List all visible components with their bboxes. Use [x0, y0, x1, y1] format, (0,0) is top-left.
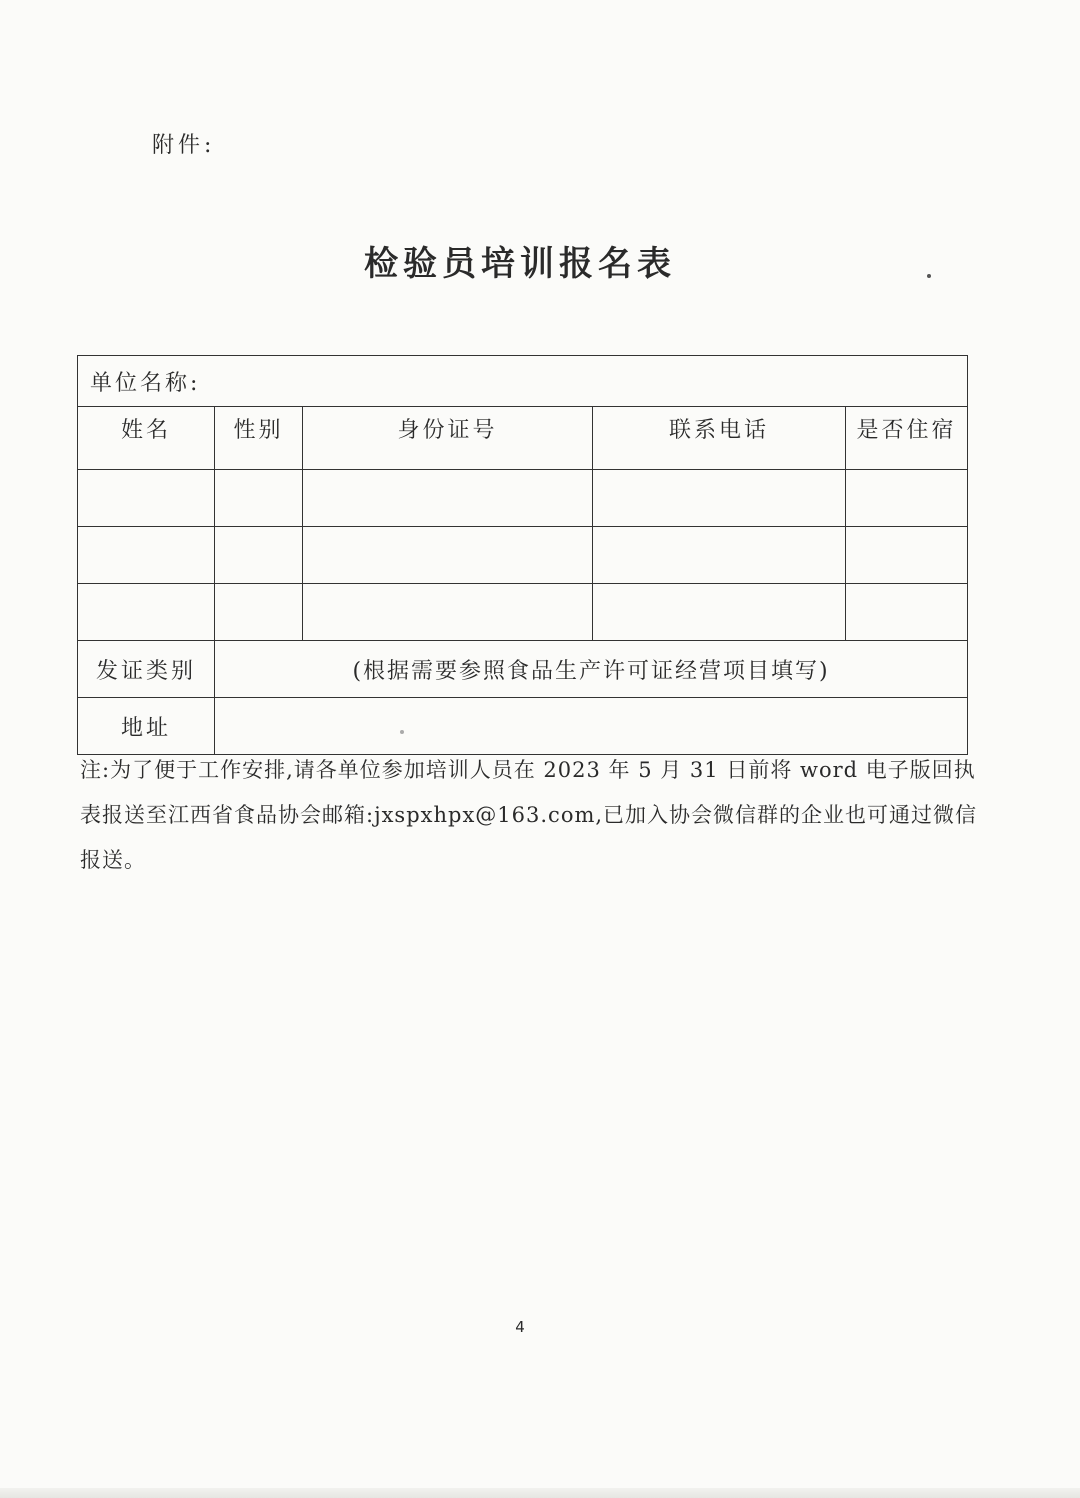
- gender-cell[interactable]: [215, 584, 303, 641]
- accommodation-cell[interactable]: [846, 470, 968, 527]
- name-cell[interactable]: [78, 470, 215, 527]
- gender-cell[interactable]: [215, 527, 303, 584]
- id-number-cell[interactable]: [303, 527, 593, 584]
- table-row: [78, 584, 968, 641]
- phone-cell[interactable]: [593, 470, 846, 527]
- attachment-label: 附件:: [152, 133, 216, 158]
- header-gender: 性别: [215, 407, 303, 470]
- header-phone: 联系电话: [593, 407, 846, 470]
- scan-edge: [0, 1488, 1080, 1498]
- unit-name-row: [78, 356, 968, 407]
- header-id-number: 身份证号: [303, 407, 593, 470]
- address-row: [78, 698, 968, 755]
- name-cell[interactable]: [78, 527, 215, 584]
- id-number-cell[interactable]: [303, 470, 593, 527]
- cert-type-hint: (根据需要参照食品生产许可证经营项目填写): [352, 658, 830, 684]
- table-row: [78, 527, 968, 584]
- cert-type-label: 发证类别: [78, 641, 215, 698]
- unit-name-field[interactable]: [78, 356, 968, 407]
- phone-cell[interactable]: [593, 584, 846, 641]
- unit-name-label: 单位名称:: [90, 370, 201, 396]
- scan-speck: [927, 274, 931, 278]
- accommodation-cell[interactable]: [846, 584, 968, 641]
- cert-type-row: [78, 641, 968, 698]
- registration-form-table: [77, 355, 968, 755]
- phone-cell[interactable]: [593, 527, 846, 584]
- address-field[interactable]: [215, 698, 968, 755]
- id-number-cell[interactable]: [303, 584, 593, 641]
- submission-note: 注:为了便于工作安排,请各单位参加培训人员在 2023 年 5 月 31 日前将 word 电子版回执表报送至江西省食品协会邮箱:jxspxhpx@163.com,已加入协会微信群的企业也可通过微信报送。: [80, 758, 978, 872]
- page-title: 检验员培训报名表: [364, 244, 676, 284]
- header-row: [78, 407, 968, 470]
- name-cell[interactable]: [78, 584, 215, 641]
- gender-cell[interactable]: [215, 470, 303, 527]
- address-label: 地址: [78, 698, 215, 755]
- table-row: [78, 470, 968, 527]
- cert-type-field[interactable]: [215, 641, 968, 698]
- header-accommodation: 是否住宿: [846, 407, 968, 470]
- accommodation-cell[interactable]: [846, 527, 968, 584]
- header-name: 姓名: [78, 407, 215, 470]
- page-number: 4: [515, 1318, 525, 1336]
